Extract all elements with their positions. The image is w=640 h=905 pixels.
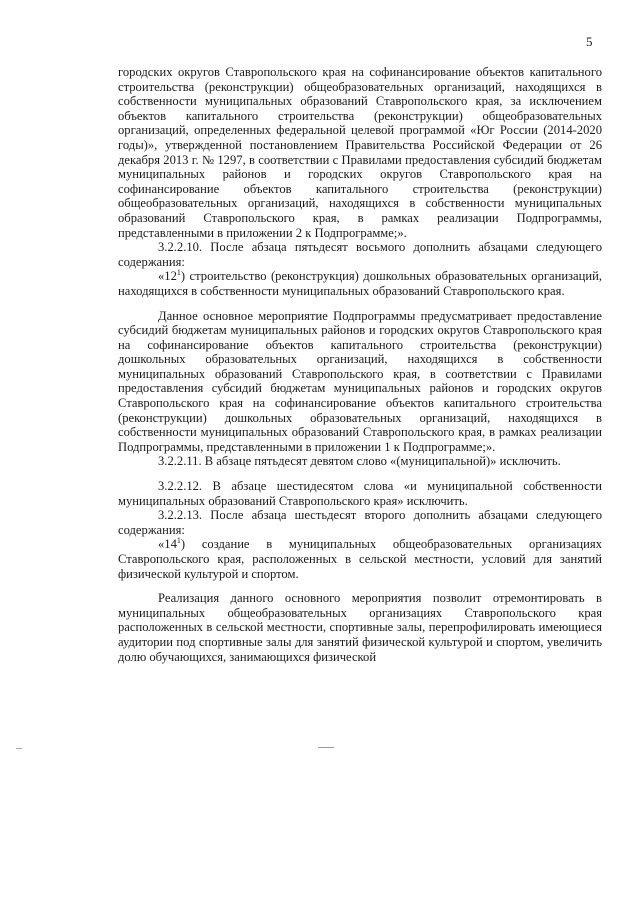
item-12-1-superscript: 1 bbox=[176, 268, 181, 278]
amendment-3-2-2-13: 3.2.2.13. После абзаца шестьдесят второго дополнить абзацами следующего содержания: bbox=[118, 508, 602, 537]
item-14-1 bbox=[118, 537, 602, 581]
document-body bbox=[118, 65, 602, 664]
paragraph-implementation: Реализация данного основного мероприятия позволит отремонтировать в муниципальных общеобразовательных организациях Ставропольского края расположенных в сельской местности, спортивные залы, перепрофилировать имеющиеся аудитории под спортивные залы для занятий физической культурой и спортом, увеличить долю обучающихся, занимающихся физической bbox=[118, 591, 602, 664]
scan-mark-center bbox=[318, 747, 334, 748]
page-number: 5 bbox=[586, 34, 593, 49]
amendment-3-2-2-10: 3.2.2.10. После абзаца пятьдесят восьмого дополнить абзацами следующего содержания: bbox=[118, 240, 602, 269]
item-12-1 bbox=[118, 269, 602, 298]
paragraph-measure-description: Данное основное мероприятие Подпрограммы предусматривает предоставление субсидий бюджетам муниципальных районов и городских округов Ставропольского края на софинансирование объектов капитального строительства (реконструкции) дошкольных образовательных организаций, находящихся в собственности муниципальных образований Ставропольского края, в соответствии с Правилами предоставления субсидий бюджетам муниципальных районов и городских округов Ставропольского края на софинансирование объектов капитального строительства (реконструкции) дошкольных образовательных организаций, находящихся в собственности муниципальных образований Ставропольского края, в рамках реализации Подпрограммы, представленными в приложении 1 к Подпрограмме;». bbox=[118, 308, 602, 454]
item-14-1-number: «14 bbox=[158, 537, 177, 552]
amendment-3-2-2-12: 3.2.2.12. В абзаце шестидесятом слова «и муниципальной собственности муниципальных образований Ставропольского края» исключить. bbox=[118, 479, 602, 508]
paragraph-continuation: городских округов Ставропольского края на софинансирование объектов капитального строительства (реконструкции) общеобразовательных организаций, находящихся в собственности муниципальных образований Ставропольского края, за исключением объектов капитального строительства (реконструкции) общеобразовательных организаций, определенных федеральной целевой программой «Юг России (2014-2020 годы)», утвержденной постановлением Правительства Российской Федерации от 26 декабря 2013 г. № 1297, в соответствии с Правилами предоставления субсидий бюджетам муниципальных районов и городских округов Ставропольского края на софинансирование объектов капитального строительства (реконструкции) общеобразовательных организаций, находящихся в собственности муниципальных образований Ставропольского края, в рамках реализации Подпрограммы, представленными в приложении 2 к Подпрограмме;». bbox=[118, 65, 602, 240]
item-12-1-number: «12 bbox=[158, 269, 177, 284]
item-14-1-superscript: 1 bbox=[176, 536, 181, 546]
amendment-3-2-2-11: 3.2.2.11. В абзаце пятьдесят девятом слово «(муниципальной)» исключить. bbox=[158, 454, 561, 469]
item-14-1-text: ) создание в муниципальных общеобразовательных организациях Ставропольского края, расположенных в сельской местности, условий для занятий физической культурой и спортом. bbox=[118, 537, 602, 581]
item-12-1-text: ) строительство (реконструкция) дошкольных образовательных организаций, находящихся в собственности муниципальных образований Ставропольского края. bbox=[118, 269, 602, 298]
scan-mark-left bbox=[16, 748, 22, 749]
